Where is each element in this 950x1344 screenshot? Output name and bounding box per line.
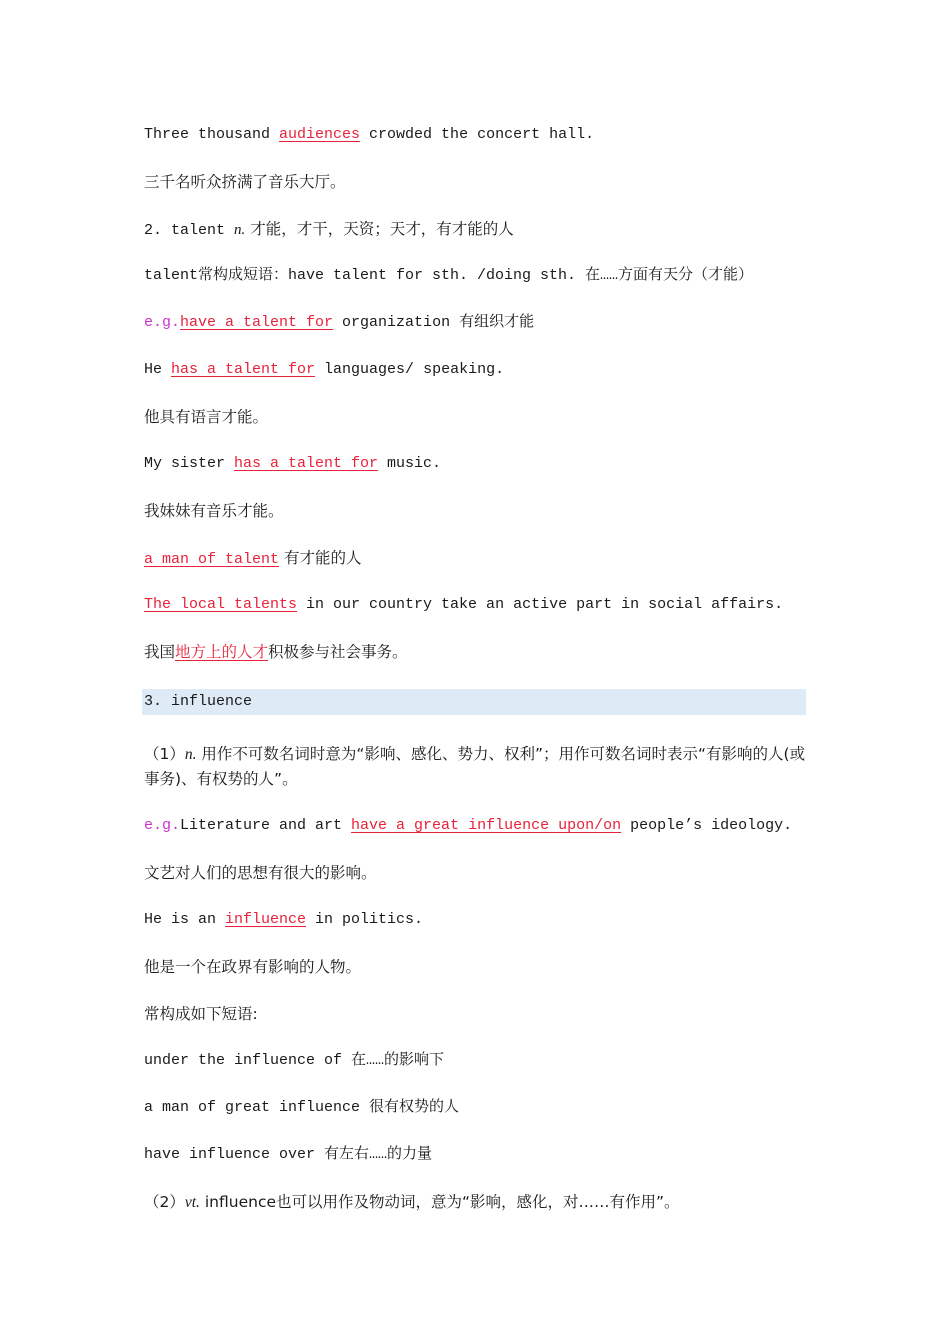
translation: 他具有语言才能。 (144, 408, 269, 426)
example-sentence: He is an influence in politics. (144, 911, 424, 928)
highlight-phrase: have a talent for (180, 314, 334, 331)
example-sentence: e.g.Literature and art have a great influence upon/on people’s ideology. (144, 817, 793, 834)
example-sentence: He has a talent for languages/ speaking. (144, 361, 505, 378)
document-page (144, 125, 806, 1239)
eg-label: e.g. (144, 314, 181, 331)
example-phrase: a man of talent 有才能的人 (144, 549, 362, 568)
eg-label: e.g. (144, 817, 181, 834)
phrase-item: a man of great influence 很有权势的人 (144, 1099, 460, 1116)
highlight-phrase: The local talents (144, 596, 298, 613)
highlight-phrase: have a great influence upon/on (351, 817, 622, 834)
definition-paragraph: （2）vt. influence也可以用作及物动词，意为“影响，感化，对……有作用”。 (144, 1193, 680, 1211)
example-phrase: e.g.have a talent for organization 有组织才能 (144, 314, 535, 331)
phrase-item: under the influence of 在……的影响下 (144, 1052, 445, 1069)
entry-heading: 2. talent n. 才能，才干，天资；天才，有才能的人 (144, 220, 514, 239)
translation: 我国地方上的人才积极参与社会事务。 (144, 643, 408, 661)
section-heading: 3. influence (142, 689, 806, 715)
phrase-item: have influence over 有左右……的力量 (144, 1146, 433, 1163)
highlight-phrase: audiences (279, 126, 361, 143)
translation: 三千名听众挤满了音乐大厅。 (144, 173, 346, 191)
translation: 我妹妹有音乐才能。 (144, 502, 284, 520)
highlight-phrase: 地方上的人才 (175, 643, 269, 661)
definition-paragraph: （1）n. 用作不可数名词时意为“影响、感化、势力、权利”；用作可数名词时表示“有影响的人(或事务)、有权势的人”。 (144, 745, 806, 788)
highlight-phrase: a man of talent (144, 551, 280, 568)
usage-note: talent常构成短语：have talent for sth. /doing sth. 在……方面有天分（才能） (144, 267, 754, 284)
example-sentence: The local talents in our country take an active part in social affairs. (144, 596, 784, 613)
highlight-phrase: influence (225, 911, 307, 928)
phrase-list-intro: 常构成如下短语: (144, 1005, 258, 1023)
highlight-phrase: has a talent for (171, 361, 316, 378)
example-sentence: My sister has a talent for music. (144, 455, 442, 472)
example-sentence: Three thousand audiences crowded the concert hall. (144, 126, 595, 143)
translation: 他是一个在政界有影响的人物。 (144, 958, 362, 976)
highlight-phrase: has a talent for (234, 455, 379, 472)
translation: 文艺对人们的思想有很大的影响。 (144, 864, 377, 882)
